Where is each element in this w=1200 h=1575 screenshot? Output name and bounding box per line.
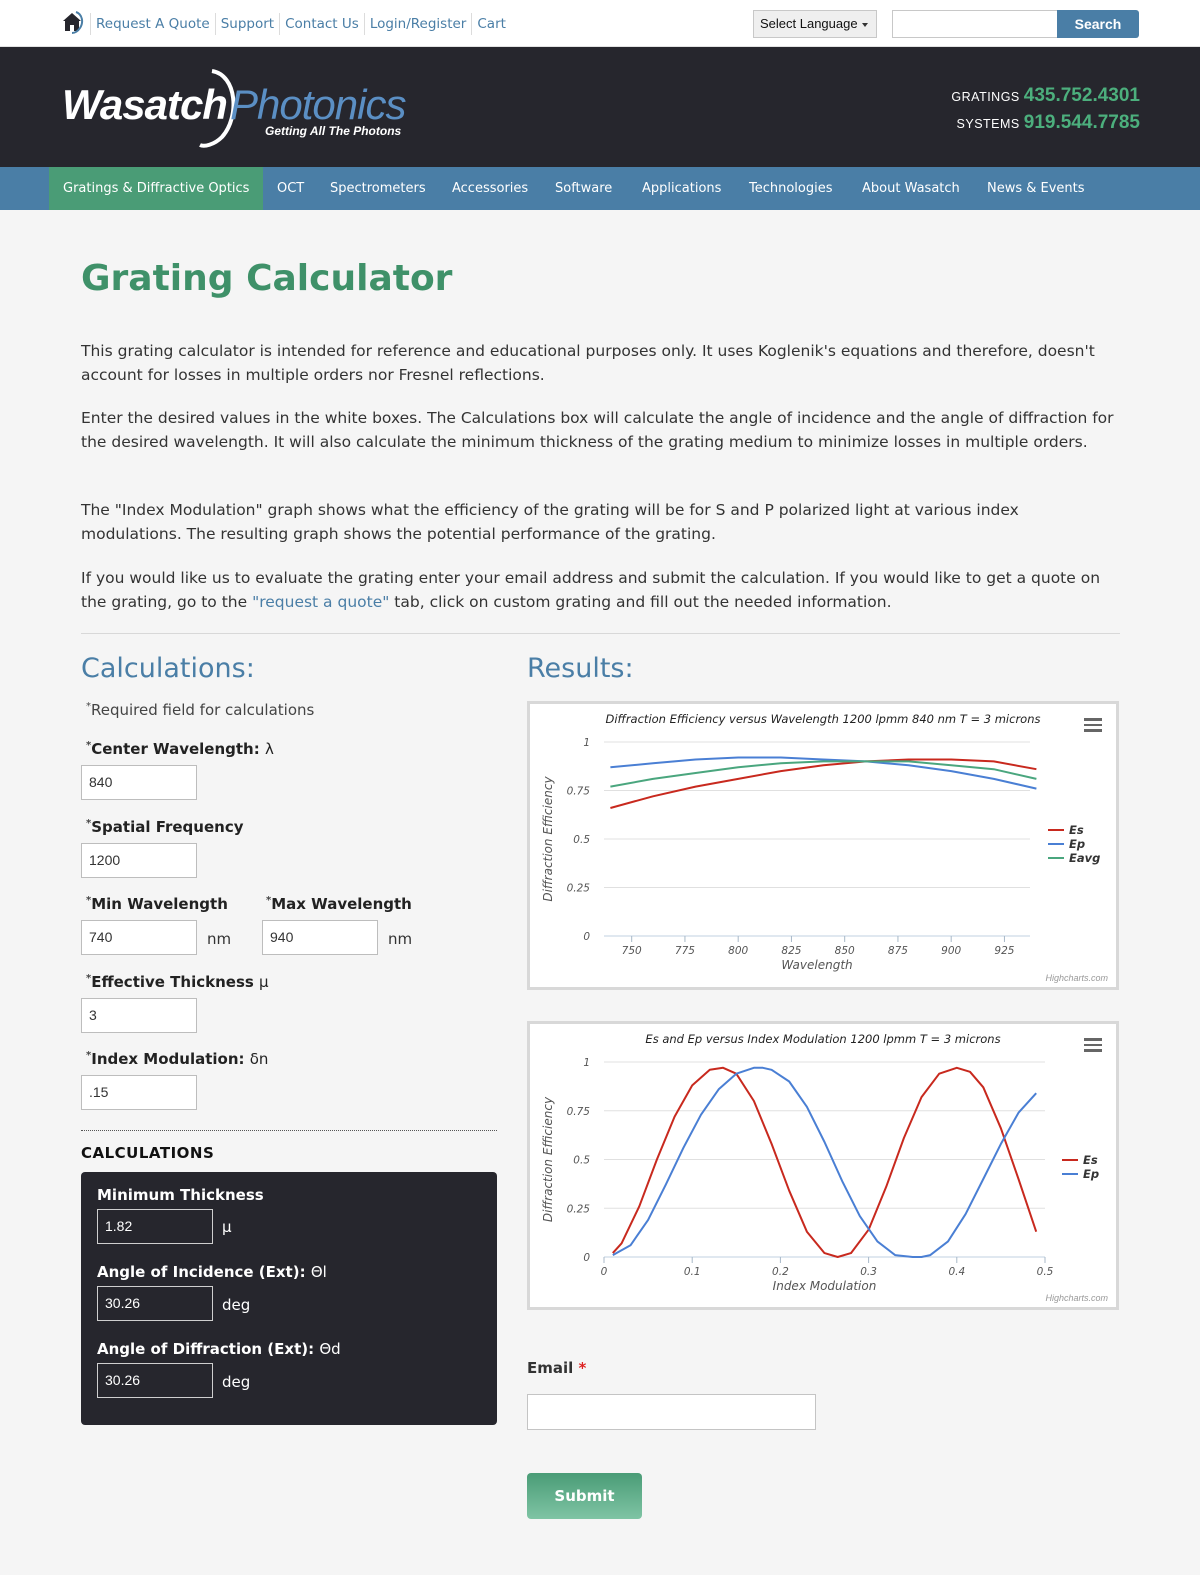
nav-news-events[interactable]: News & Events	[987, 181, 1085, 196]
gratings-label: GRATINGS	[951, 90, 1020, 104]
y-tick-label: 0.75	[566, 1105, 590, 1118]
x-tick-label: 0.3	[860, 1266, 877, 1278]
nav-about[interactable]: About Wasatch	[862, 181, 960, 196]
index-modulation-input[interactable]: .15	[81, 1075, 197, 1110]
legend-label-ep: Ep	[1069, 837, 1086, 851]
y-tick-label: 1	[583, 1057, 590, 1069]
index-modulation-chart-svg	[530, 1024, 1116, 1307]
intro-paragraph-3: The "Index Modulation" graph shows what the efficiency of the grating will be for S and P polarized light at various index modulations. The resulting graph shows the potential performance of the grating.	[81, 501, 1019, 543]
gratings-phone-row	[951, 85, 1140, 112]
intro-paragraph-1: This grating calculator is intended for reference and educational purposes only. It uses Koglenik's equations and therefore, doesn't account for losses in multiple orders nor Fresnel reflections.	[81, 342, 1095, 384]
phone-numbers	[951, 85, 1140, 139]
x-tick-label: 850	[834, 945, 855, 957]
email-input[interactable]	[527, 1394, 816, 1430]
highcharts-credits[interactable]: Highcharts.com	[1045, 1293, 1108, 1303]
legend-label-es: Es	[1069, 823, 1084, 837]
divider	[81, 633, 1120, 634]
language-select-label: Select Language	[760, 16, 858, 31]
request-quote-link[interactable]: Request A Quote	[90, 13, 215, 35]
nav-gratings[interactable]: Gratings & Diffractive Optics	[49, 167, 263, 210]
p4-text-a: If you would like us to evaluate the grating enter your email address and submit the calculation. If you would like to get a quote on the grating, go to the	[81, 569, 1101, 611]
angle-diffraction-output: 30.26	[97, 1363, 213, 1398]
max-wavelength-input[interactable]: 940	[262, 920, 378, 955]
top-utility-bar	[0, 0, 1200, 47]
chart-title: Es and Ep versus Index Modulation 1200 lpmm T = 3 microns	[645, 1032, 1001, 1046]
y-tick-label: 0.75	[566, 785, 590, 798]
calculations-results-box	[81, 1172, 497, 1425]
nav-applications[interactable]: Applications	[642, 181, 722, 196]
nav-accessories[interactable]: Accessories	[452, 181, 529, 196]
required-note: *Required field for calculations	[86, 701, 315, 719]
calculations-box-heading: CALCULATIONS	[81, 1144, 215, 1162]
minimum-thickness-output: 1.82	[97, 1209, 213, 1244]
angle-diffraction-unit: deg	[222, 1373, 251, 1391]
angle-diffraction-label: Angle of Diffraction (Ext): Θd	[97, 1340, 341, 1358]
y-axis-label: Diffraction Efficiency	[541, 1096, 555, 1223]
legend-label-eavg: Eavg	[1069, 851, 1101, 865]
angle-incidence-unit: deg	[222, 1296, 251, 1314]
y-tick-label: 0.25	[566, 882, 590, 895]
nav-spectrometers[interactable]: Spectrometers	[330, 181, 426, 196]
x-tick-label: 0	[600, 1266, 608, 1278]
center-wavelength-label: *Center Wavelength: λ	[86, 740, 274, 758]
gratings-phone[interactable]: 435.752.4301	[1023, 85, 1140, 106]
spatial-frequency-label: *Spatial Frequency	[86, 818, 244, 836]
legend-label-es: Es	[1083, 1153, 1098, 1167]
logo-word-wasatch: Wasatch	[62, 81, 227, 128]
login-register-link[interactable]: Login/Register	[364, 13, 472, 35]
x-tick-label: 900	[941, 945, 962, 957]
dotted-divider	[81, 1130, 497, 1131]
wasatch-photonics-logo[interactable]	[62, 67, 407, 147]
logo-tagline: Getting All The Photons	[265, 124, 402, 138]
y-tick-label: 0	[583, 931, 590, 943]
x-tick-label: 800	[728, 945, 749, 957]
systems-phone[interactable]: 919.544.7785	[1023, 112, 1140, 133]
results-heading: Results:	[527, 653, 634, 684]
site-header	[0, 47, 1200, 167]
submit-button[interactable]: Submit	[527, 1473, 642, 1519]
hamburger-menu-icon[interactable]	[1084, 718, 1102, 732]
request-quote-inline-link[interactable]: "request a quote"	[252, 593, 390, 611]
minimum-thickness-label: Minimum Thickness	[97, 1186, 264, 1204]
y-axis-label: Diffraction Efficiency	[541, 776, 555, 902]
y-tick-label: 0.5	[573, 834, 590, 846]
highcharts-credits[interactable]: Highcharts.com	[1045, 973, 1108, 983]
wavelength-chart	[527, 701, 1119, 990]
search-input[interactable]	[892, 10, 1058, 38]
support-link[interactable]: Support	[215, 13, 279, 35]
y-tick-label: 0	[583, 1252, 590, 1264]
language-select[interactable]	[753, 10, 877, 38]
max-wavelength-label: *Max Wavelength	[266, 895, 412, 913]
angle-incidence-output: 30.26	[97, 1286, 213, 1321]
nav-software[interactable]: Software	[555, 181, 613, 196]
effective-thickness-input[interactable]: 3	[81, 998, 197, 1033]
page-title: Grating Calculator	[81, 258, 453, 299]
p4-text-b: tab, click on custom grating and fill out the needed information.	[389, 593, 892, 611]
email-label: Email *	[527, 1359, 587, 1377]
y-tick-label: 0.25	[566, 1203, 590, 1216]
series-line-ep	[613, 1068, 1036, 1257]
chevron-down-icon	[862, 23, 868, 27]
x-tick-label: 925	[994, 945, 1015, 957]
wavelength-chart-svg	[530, 704, 1116, 987]
spatial-frequency-input[interactable]: 1200	[81, 843, 197, 878]
systems-label: SYSTEMS	[956, 117, 1020, 131]
logo-word-photonics: Photonics	[230, 81, 406, 128]
x-tick-label: 0.4	[948, 1266, 966, 1278]
x-tick-label: 0.5	[1036, 1266, 1054, 1278]
x-axis-label: Index Modulation	[772, 1279, 877, 1293]
x-tick-label: 750	[621, 945, 642, 957]
nav-technologies[interactable]: Technologies	[749, 181, 833, 196]
intro-paragraph-4	[81, 566, 1121, 614]
search-button[interactable]: Search	[1057, 10, 1139, 38]
main-nav	[0, 167, 1200, 210]
min-wavelength-input[interactable]: 740	[81, 920, 197, 955]
index-modulation-label: *Index Modulation: δn	[86, 1050, 269, 1068]
contact-us-link[interactable]: Contact Us	[279, 13, 364, 35]
min-wavelength-label: *Min Wavelength	[86, 895, 228, 913]
center-wavelength-input[interactable]: 840	[81, 765, 197, 800]
y-tick-label: 0.5	[573, 1154, 590, 1167]
min-wavelength-unit: nm	[207, 930, 232, 948]
x-tick-label: 0.1	[683, 1266, 701, 1278]
x-tick-label: 875	[887, 945, 908, 957]
x-tick-label: 0.2	[772, 1266, 789, 1278]
home-icon[interactable]	[60, 10, 84, 36]
legend-label-ep: Ep	[1083, 1167, 1100, 1181]
hamburger-menu-icon[interactable]	[1084, 1038, 1102, 1052]
calculations-heading: Calculations:	[81, 653, 255, 684]
index-modulation-chart	[527, 1021, 1119, 1310]
x-tick-label: 775	[674, 945, 695, 957]
nav-oct[interactable]: OCT	[277, 181, 305, 196]
systems-phone-row	[951, 112, 1140, 139]
max-wavelength-unit: nm	[388, 930, 413, 948]
x-axis-label: Wavelength	[781, 958, 853, 972]
angle-incidence-label: Angle of Incidence (Ext): Θl	[97, 1263, 327, 1281]
y-tick-label: 1	[583, 737, 590, 749]
effective-thickness-label: *Effective Thickness μ	[86, 973, 269, 991]
minimum-thickness-unit: μ	[222, 1218, 232, 1236]
intro-paragraph-2: Enter the desired values in the white boxes. The Calculations box will calculate the angle of incidence and the angle of diffraction for the desired wavelength. It will also calculate the minimum thickness of the grating medium to minimize losses in multiple orders.	[81, 409, 1114, 451]
top-links	[90, 13, 511, 35]
chart-title: Diffraction Efficiency versus Wavelength 1200 lpmm 840 nm T = 3 microns	[605, 712, 1041, 726]
cart-link[interactable]: Cart	[471, 13, 511, 35]
x-tick-label: 825	[781, 945, 802, 957]
